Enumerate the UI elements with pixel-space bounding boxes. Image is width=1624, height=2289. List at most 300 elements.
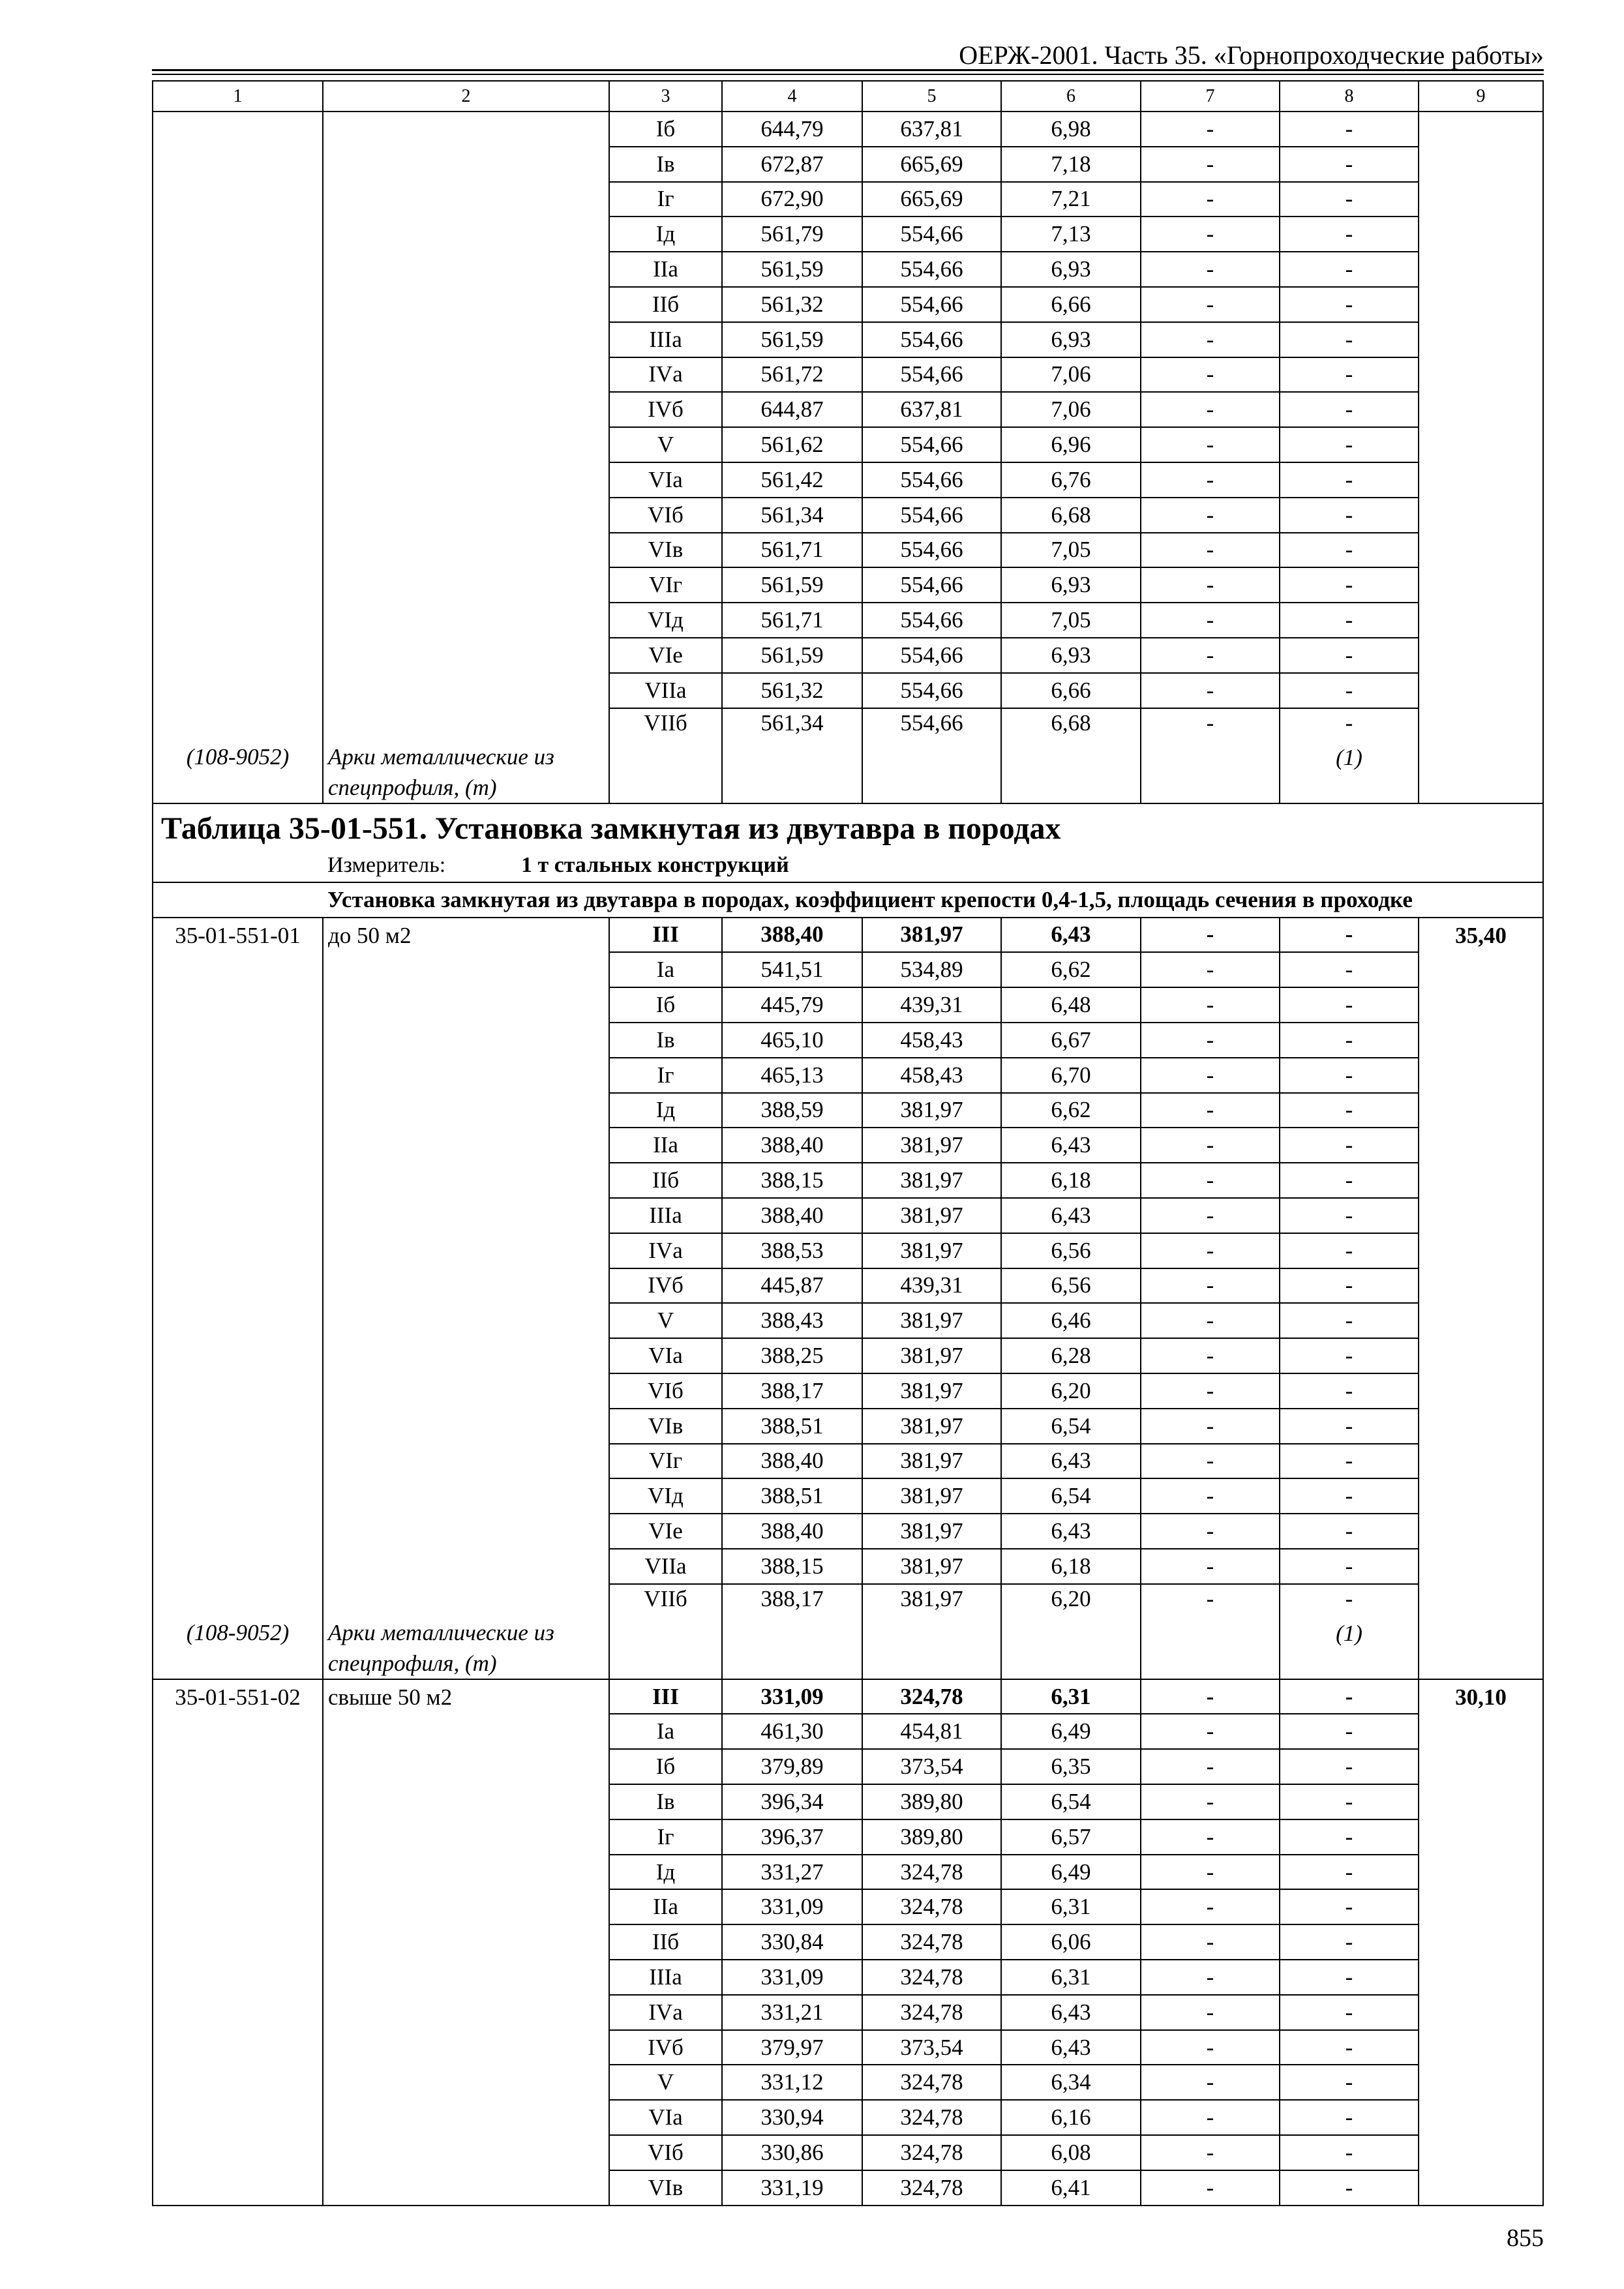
col4-value-cell: 561,71 xyxy=(723,603,863,638)
col4-value-cell: 331,27 xyxy=(723,1855,863,1891)
col5-value-cell: 458,43 xyxy=(863,1023,1002,1058)
col5-value-cell: 373,54 xyxy=(863,1750,1002,1785)
col6-value-cell: 6,18 xyxy=(1002,1163,1141,1199)
col6-value-cell: 6,06 xyxy=(1002,1925,1141,1960)
col4-value-cell: 396,37 xyxy=(723,1820,863,1855)
table-551-rows xyxy=(153,918,1544,2206)
col6-value-cell: 6,18 xyxy=(1002,1549,1141,1585)
col7-value-cell: - xyxy=(1141,1750,1280,1785)
col4-value-cell: 388,59 xyxy=(723,1094,863,1129)
col5-value-cell: 554,66 xyxy=(863,358,1002,393)
price-zone-cell: VIе xyxy=(610,1514,723,1549)
price-zone-cell: III xyxy=(610,1680,723,1715)
col5-value-cell: 373,54 xyxy=(863,2031,1002,2066)
col8-value-cell: - xyxy=(1280,1890,1419,1925)
col8-value-cell: - xyxy=(1280,2031,1419,2066)
col6-value-cell: 6,48 xyxy=(1002,988,1141,1023)
price-zone-cell: Iд xyxy=(610,1855,723,1891)
footnote-mark: (1) xyxy=(1336,744,1362,770)
col6-value-cell-text: 6,20 xyxy=(1051,1585,1091,1611)
col6-value-cell: 6,08 xyxy=(1002,2136,1141,2171)
col4-value-cell: 330,86 xyxy=(723,2136,863,2171)
price-zone-cell: V xyxy=(610,428,723,463)
col8-value-cell: - xyxy=(1280,217,1419,252)
col4-value-cell: 331,09 xyxy=(723,1960,863,1996)
col7-value-cell: - xyxy=(1141,358,1280,393)
col7-value-cell: - xyxy=(1141,1023,1280,1058)
col7-value-cell xyxy=(1141,1585,1280,1680)
col6-value-cell: 6,93 xyxy=(1002,252,1141,288)
col5-value-cell: 554,66 xyxy=(863,428,1002,463)
col6-value-cell: 6,56 xyxy=(1002,1269,1141,1304)
col7-value-cell: - xyxy=(1141,603,1280,638)
col7-value-cell: - xyxy=(1141,1374,1280,1409)
col6-value-cell: 6,62 xyxy=(1002,1094,1141,1129)
col7-value-cell: - xyxy=(1141,1234,1280,1269)
price-zone-cell: IIIа xyxy=(610,1960,723,1996)
col5-value-cell: 637,81 xyxy=(863,112,1002,147)
col6-value-cell: 6,31 xyxy=(1002,1680,1141,1715)
price-zone-cell: IVа xyxy=(610,358,723,393)
price-zone-cell: Iа xyxy=(610,953,723,988)
column-number: 6 xyxy=(1002,82,1141,112)
column-number: 8 xyxy=(1280,82,1419,112)
price-zone-cell: VIд xyxy=(610,1479,723,1514)
col4-value-cell xyxy=(723,709,863,804)
col8-value-cell: - xyxy=(1280,1514,1419,1549)
col8-value-cell: - xyxy=(1280,2136,1419,2171)
price-zone-cell: Iа xyxy=(610,1714,723,1750)
col8-value-cell: - xyxy=(1280,1163,1419,1199)
col8-value-cell: - xyxy=(1280,2101,1419,2136)
col6-value-cell: 6,31 xyxy=(1002,1960,1141,1996)
col5-value-cell: 439,31 xyxy=(863,988,1002,1023)
col6-value-cell: 6,43 xyxy=(1002,1514,1141,1549)
col7-value-cell: - xyxy=(1141,252,1280,288)
price-zone-cell xyxy=(610,1585,723,1680)
price-zone-cell: Iг xyxy=(610,1058,723,1094)
col8-value-cell: - xyxy=(1280,112,1419,147)
col6-value-cell: 6,76 xyxy=(1002,463,1141,498)
price-zone-cell: IIб xyxy=(610,1925,723,1960)
col5-value-cell-text: 381,97 xyxy=(900,1585,963,1611)
col6-value-cell: 6,62 xyxy=(1002,953,1141,988)
price-zone-cell: IVб xyxy=(610,393,723,428)
resource-code-cell: (108-9052) xyxy=(153,1585,323,1680)
table-row-resource xyxy=(153,1585,1544,1680)
col5-value-cell: 554,66 xyxy=(863,638,1002,674)
col7-value-cell: - xyxy=(1141,147,1280,183)
table-row-resource xyxy=(153,709,1544,804)
col5-value-cell: 389,80 xyxy=(863,1785,1002,1820)
col8-value-cell: - xyxy=(1280,288,1419,323)
header-rule-thick xyxy=(152,69,1544,71)
col7-value-cell: - xyxy=(1141,638,1280,674)
col4-value-cell: 388,53 xyxy=(723,1234,863,1269)
price-zone-cell: Iв xyxy=(610,147,723,183)
col4-value-cell: 388,40 xyxy=(723,1444,863,1480)
labor-total-cell xyxy=(1419,112,1544,804)
col5-value-cell: 389,80 xyxy=(863,1820,1002,1855)
col6-value-cell: 6,54 xyxy=(1002,1785,1141,1820)
col4-value-cell: 672,87 xyxy=(723,147,863,183)
table-row xyxy=(153,918,1544,953)
table-heading-block xyxy=(153,804,1544,918)
col6-value-cell: 6,54 xyxy=(1002,1409,1141,1444)
price-zone-cell: VIа xyxy=(610,463,723,498)
name-cell: свыше 50 м2 xyxy=(323,1680,610,2206)
col8-value-cell: - xyxy=(1280,1199,1419,1234)
price-zone-cell: IIб xyxy=(610,1163,723,1199)
col5-value-cell: 554,66 xyxy=(863,498,1002,533)
col5-value-cell: 381,97 xyxy=(863,1163,1002,1199)
col4-value-cell: 388,25 xyxy=(723,1339,863,1374)
col5-value-cell: 454,81 xyxy=(863,1714,1002,1750)
col8-value-cell: - xyxy=(1280,1996,1419,2031)
price-zone-cell: IVб xyxy=(610,1269,723,1304)
col6-value-cell xyxy=(1002,1585,1141,1680)
col7-value-cell: - xyxy=(1141,1785,1280,1820)
col8-value-cell: - xyxy=(1280,1444,1419,1480)
price-zone-cell-text: VIIб xyxy=(644,710,687,736)
price-zone-cell: IIа xyxy=(610,1890,723,1925)
col8-value-cell: - xyxy=(1280,1680,1419,1715)
col6-value-cell: 6,56 xyxy=(1002,1234,1141,1269)
col5-value-cell xyxy=(863,709,1002,804)
col4-value-cell: 672,90 xyxy=(723,183,863,218)
col5-value-cell: 324,78 xyxy=(863,2171,1002,2206)
col4-value-cell: 388,40 xyxy=(723,1128,863,1163)
price-zone-cell: IVб xyxy=(610,2031,723,2066)
col6-value-cell: 6,49 xyxy=(1002,1855,1141,1891)
table-row xyxy=(153,112,1544,147)
price-zone-cell: VIIа xyxy=(610,1549,723,1585)
col7-value-cell: - xyxy=(1141,463,1280,498)
price-zone-cell: Iв xyxy=(610,1023,723,1058)
price-zone-cell: Iг xyxy=(610,1820,723,1855)
col7-value-cell: - xyxy=(1141,217,1280,252)
price-zone-cell: VIв xyxy=(610,1409,723,1444)
col5-value-cell-text: 554,66 xyxy=(900,710,963,736)
col6-value-cell: 6,49 xyxy=(1002,1714,1141,1750)
col8-value-cell: - xyxy=(1280,1960,1419,1996)
column-number-row xyxy=(153,82,1544,112)
col7-value-cell: - xyxy=(1141,1714,1280,1750)
col4-value-cell: 388,40 xyxy=(723,1199,863,1234)
col8-value-cell: - xyxy=(1280,918,1419,953)
col8-value-cell-text: - xyxy=(1345,1585,1353,1611)
col6-value-cell: 6,93 xyxy=(1002,638,1141,674)
col8-value-cell: - xyxy=(1280,638,1419,674)
price-zone-cell: Iв xyxy=(610,1785,723,1820)
col7-value-cell: - xyxy=(1141,1960,1280,1996)
col7-value-cell: - xyxy=(1141,1199,1280,1234)
col5-value-cell: 381,97 xyxy=(863,918,1002,953)
col7-value-cell: - xyxy=(1141,1409,1280,1444)
col7-value-cell: - xyxy=(1141,428,1280,463)
col8-value-cell: - xyxy=(1280,1750,1419,1785)
col7-value-cell: - xyxy=(1141,1680,1280,1715)
price-zone-cell-text: VIIб xyxy=(644,1585,687,1611)
unit-line xyxy=(153,851,1542,880)
col7-value-cell: - xyxy=(1141,323,1280,358)
price-zone-cell: Iб xyxy=(610,112,723,147)
col8-value-cell: - xyxy=(1280,393,1419,428)
labor-total-cell: 30,10 xyxy=(1419,1680,1544,2206)
col8-value-cell: - xyxy=(1280,674,1419,709)
col8-value-cell: - xyxy=(1280,252,1419,288)
col6-value-cell: 6,57 xyxy=(1002,1820,1141,1855)
col7-value-cell: - xyxy=(1141,1820,1280,1855)
col6-value-cell: 6,43 xyxy=(1002,1199,1141,1234)
col5-value-cell: 554,66 xyxy=(863,674,1002,709)
price-zone-cell: IVа xyxy=(610,1996,723,2031)
col6-value-cell: 6,46 xyxy=(1002,1304,1141,1339)
col5-value-cell: 381,97 xyxy=(863,1094,1002,1129)
col5-value-cell: 324,78 xyxy=(863,1960,1002,1996)
col8-value-cell: - xyxy=(1280,1269,1419,1304)
col8-value-cell: - xyxy=(1280,1094,1419,1129)
col6-value-cell: 7,06 xyxy=(1002,358,1141,393)
col5-value-cell: 554,66 xyxy=(863,603,1002,638)
col6-value-cell xyxy=(1002,709,1141,804)
section-heading-row xyxy=(153,883,1544,918)
col5-value-cell: 381,97 xyxy=(863,1514,1002,1549)
col6-value-cell: 6,70 xyxy=(1002,1058,1141,1094)
col4-value-cell: 330,94 xyxy=(723,2101,863,2136)
table-title-row xyxy=(153,804,1544,883)
col6-value-cell: 6,43 xyxy=(1002,1996,1141,2031)
col6-value-cell: 6,43 xyxy=(1002,2031,1141,2066)
col6-value-cell: 6,67 xyxy=(1002,1023,1141,1058)
col4-value-cell: 561,59 xyxy=(723,638,863,674)
col6-value-cell: 6,93 xyxy=(1002,568,1141,603)
col6-value-cell: 6,98 xyxy=(1002,112,1141,147)
col5-value-cell: 381,97 xyxy=(863,1479,1002,1514)
resource-name-cell: Арки металлические из спецпрофиля, (т) xyxy=(323,709,610,804)
col4-value-cell: 644,79 xyxy=(723,112,863,147)
col7-value-cell: - xyxy=(1141,1890,1280,1925)
column-number: 3 xyxy=(610,82,723,112)
col4-value-cell: 379,97 xyxy=(723,2031,863,2066)
col8-value-cell: - xyxy=(1280,1855,1419,1891)
col7-value-cell: - xyxy=(1141,1128,1280,1163)
col6-value-cell: 6,35 xyxy=(1002,1750,1141,1785)
price-zone-cell: VIг xyxy=(610,1444,723,1480)
price-zone-cell: VIв xyxy=(610,533,723,569)
col5-value-cell: 381,97 xyxy=(863,1128,1002,1163)
col8-value-cell: - xyxy=(1280,1023,1419,1058)
col5-value-cell: 554,66 xyxy=(863,323,1002,358)
col8-value-cell: - xyxy=(1280,953,1419,988)
col7-value-cell: - xyxy=(1141,1996,1280,2031)
col5-value-cell: 324,78 xyxy=(863,2065,1002,2101)
col6-value-cell-text: 6,68 xyxy=(1051,710,1091,736)
col6-value-cell: 6,43 xyxy=(1002,1128,1141,1163)
col7-value-cell: - xyxy=(1141,1163,1280,1199)
col5-value-cell: 665,69 xyxy=(863,147,1002,183)
col8-value-cell xyxy=(1280,709,1419,804)
col7-value-cell: - xyxy=(1141,1094,1280,1129)
price-zone-cell: IIа xyxy=(610,1128,723,1163)
col8-value-cell: - xyxy=(1280,1820,1419,1855)
col7-value-cell: - xyxy=(1141,1514,1280,1549)
col8-value-cell: - xyxy=(1280,1479,1419,1514)
col7-value-cell xyxy=(1141,709,1280,804)
col7-value-cell: - xyxy=(1141,988,1280,1023)
price-zone-cell: VIв xyxy=(610,2171,723,2206)
col7-value-cell: - xyxy=(1141,953,1280,988)
col7-value-cell: - xyxy=(1141,533,1280,569)
col7-value-cell: - xyxy=(1141,288,1280,323)
unit-value: 1 т стальных конструкций xyxy=(521,852,789,877)
col6-value-cell: 6,54 xyxy=(1002,1479,1141,1514)
col5-value-cell: 324,78 xyxy=(863,1680,1002,1715)
col8-value-cell: - xyxy=(1280,1339,1419,1374)
price-zone-cell: IIб xyxy=(610,288,723,323)
col5-value-cell: 324,78 xyxy=(863,1890,1002,1925)
section-heading: Установка замкнутая из двутавра в породах, коэффициент крепости 0,4-1,5, площадь сечения в проходке xyxy=(153,883,1544,918)
price-zone-cell: VIа xyxy=(610,2101,723,2136)
continuation-rows xyxy=(153,112,1544,804)
col5-value-cell: 381,97 xyxy=(863,1549,1002,1585)
col8-value-cell: - xyxy=(1280,147,1419,183)
col6-value-cell: 6,20 xyxy=(1002,1374,1141,1409)
column-number-header xyxy=(153,82,1544,112)
col5-value-cell: 324,78 xyxy=(863,1855,1002,1891)
col4-value-cell-text: 388,17 xyxy=(760,1585,824,1611)
price-zone-cell: Iд xyxy=(610,217,723,252)
col8-value-cell: - xyxy=(1280,1304,1419,1339)
column-number: 9 xyxy=(1419,82,1544,112)
col6-value-cell: 6,43 xyxy=(1002,1444,1141,1480)
col5-value-cell: 554,66 xyxy=(863,463,1002,498)
col4-value-cell: 331,12 xyxy=(723,2065,863,2101)
col5-value-cell: 381,97 xyxy=(863,1234,1002,1269)
price-zone-cell xyxy=(610,709,723,804)
col7-value-cell: - xyxy=(1141,1479,1280,1514)
col6-value-cell: 6,93 xyxy=(1002,323,1141,358)
col6-value-cell: 7,18 xyxy=(1002,147,1141,183)
col6-value-cell: 6,96 xyxy=(1002,428,1141,463)
col4-value-cell: 331,09 xyxy=(723,1680,863,1715)
col5-value-cell: 324,78 xyxy=(863,2136,1002,2171)
col4-value-cell: 561,71 xyxy=(723,533,863,569)
col5-value-cell: 324,78 xyxy=(863,2101,1002,2136)
col6-value-cell: 7,05 xyxy=(1002,603,1141,638)
col4-value-cell: 396,34 xyxy=(723,1785,863,1820)
resource-code-cell: (108-9052) xyxy=(153,709,323,804)
col6-value-cell: 7,21 xyxy=(1002,183,1141,218)
col8-value-cell: - xyxy=(1280,1058,1419,1094)
price-zone-cell: IIIа xyxy=(610,323,723,358)
col5-value-cell xyxy=(863,1585,1002,1680)
col7-value-cell: - xyxy=(1141,2065,1280,2101)
col7-value-cell: - xyxy=(1141,1339,1280,1374)
col8-value-cell: - xyxy=(1280,1234,1419,1269)
col8-value-cell: - xyxy=(1280,1549,1419,1585)
col7-value-cell: - xyxy=(1141,1304,1280,1339)
col7-value-cell: - xyxy=(1141,918,1280,953)
price-zone-cell: VIг xyxy=(610,568,723,603)
col8-value-cell: - xyxy=(1280,1714,1419,1750)
col8-value-cell: - xyxy=(1280,498,1419,533)
col7-value-cell: - xyxy=(1141,112,1280,147)
col6-value-cell: 7,05 xyxy=(1002,533,1141,569)
price-zone-cell: VIд xyxy=(610,603,723,638)
col8-value-cell: - xyxy=(1280,1128,1419,1163)
col8-value-cell: - xyxy=(1280,988,1419,1023)
col6-value-cell: 6,66 xyxy=(1002,288,1141,323)
col5-value-cell: 554,66 xyxy=(863,217,1002,252)
col4-value-cell: 388,51 xyxy=(723,1479,863,1514)
name-cell: до 50 м2 xyxy=(323,918,610,1585)
col5-value-cell: 324,78 xyxy=(863,1925,1002,1960)
col5-value-cell: 381,97 xyxy=(863,1374,1002,1409)
col4-value-cell: 388,40 xyxy=(723,918,863,953)
code-cell: 35-01-551-02 xyxy=(153,1680,323,2206)
price-zone-cell: III xyxy=(610,918,723,953)
price-zone-cell: V xyxy=(610,2065,723,2101)
col4-value-cell: 561,79 xyxy=(723,217,863,252)
col5-value-cell: 381,97 xyxy=(863,1339,1002,1374)
col8-value-cell: - xyxy=(1280,533,1419,569)
header-rule-thin xyxy=(152,74,1544,75)
col6-value-cell: 6,66 xyxy=(1002,674,1141,709)
col4-value-cell: 465,13 xyxy=(723,1058,863,1094)
table-title-cell xyxy=(153,804,1544,883)
price-zone-cell: VIе xyxy=(610,638,723,674)
table-title: Таблица 35-01-551. Установка замкнутая из двутавра в породах xyxy=(161,811,1061,846)
col8-value-cell: - xyxy=(1280,1409,1419,1444)
col7-value-cell: - xyxy=(1141,1058,1280,1094)
col4-value-cell: 331,21 xyxy=(723,1996,863,2031)
price-zone-cell: VIа xyxy=(610,1339,723,1374)
code-cell xyxy=(153,112,323,709)
labor-total-cell: 35,40 xyxy=(1419,918,1544,1680)
col8-value-cell-text: - xyxy=(1345,710,1353,736)
col7-value-cell: - xyxy=(1141,2136,1280,2171)
col7-value-cell: - xyxy=(1141,1269,1280,1304)
col5-value-cell: 458,43 xyxy=(863,1058,1002,1094)
col4-value-cell: 331,09 xyxy=(723,1890,863,1925)
col6-value-cell: 6,16 xyxy=(1002,2101,1141,2136)
col4-value-cell: 644,87 xyxy=(723,393,863,428)
price-zone-cell: Iб xyxy=(610,1750,723,1785)
col6-value-cell: 6,28 xyxy=(1002,1339,1141,1374)
price-zone-cell: IIа xyxy=(610,252,723,288)
column-number: 1 xyxy=(153,82,323,112)
col4-value-cell: 445,87 xyxy=(723,1269,863,1304)
col4-value-cell: 561,59 xyxy=(723,568,863,603)
code-cell: 35-01-551-01 xyxy=(153,918,323,1585)
col6-value-cell: 7,06 xyxy=(1002,393,1141,428)
col5-value-cell: 381,97 xyxy=(863,1444,1002,1480)
col4-value-cell: 330,84 xyxy=(723,1925,863,1960)
col6-value-cell: 6,41 xyxy=(1002,2171,1141,2206)
col4-value-cell: 561,32 xyxy=(723,288,863,323)
col5-value-cell: 381,97 xyxy=(863,1199,1002,1234)
col7-value-cell: - xyxy=(1141,568,1280,603)
col8-value-cell: - xyxy=(1280,323,1419,358)
col7-value-cell: - xyxy=(1141,674,1280,709)
estimate-table xyxy=(152,80,1544,2206)
col4-value-cell: 465,10 xyxy=(723,1023,863,1058)
col8-value-cell: - xyxy=(1280,428,1419,463)
col4-value-cell: 388,51 xyxy=(723,1409,863,1444)
col5-value-cell: 554,66 xyxy=(863,288,1002,323)
price-zone-cell: Iд xyxy=(610,1094,723,1129)
